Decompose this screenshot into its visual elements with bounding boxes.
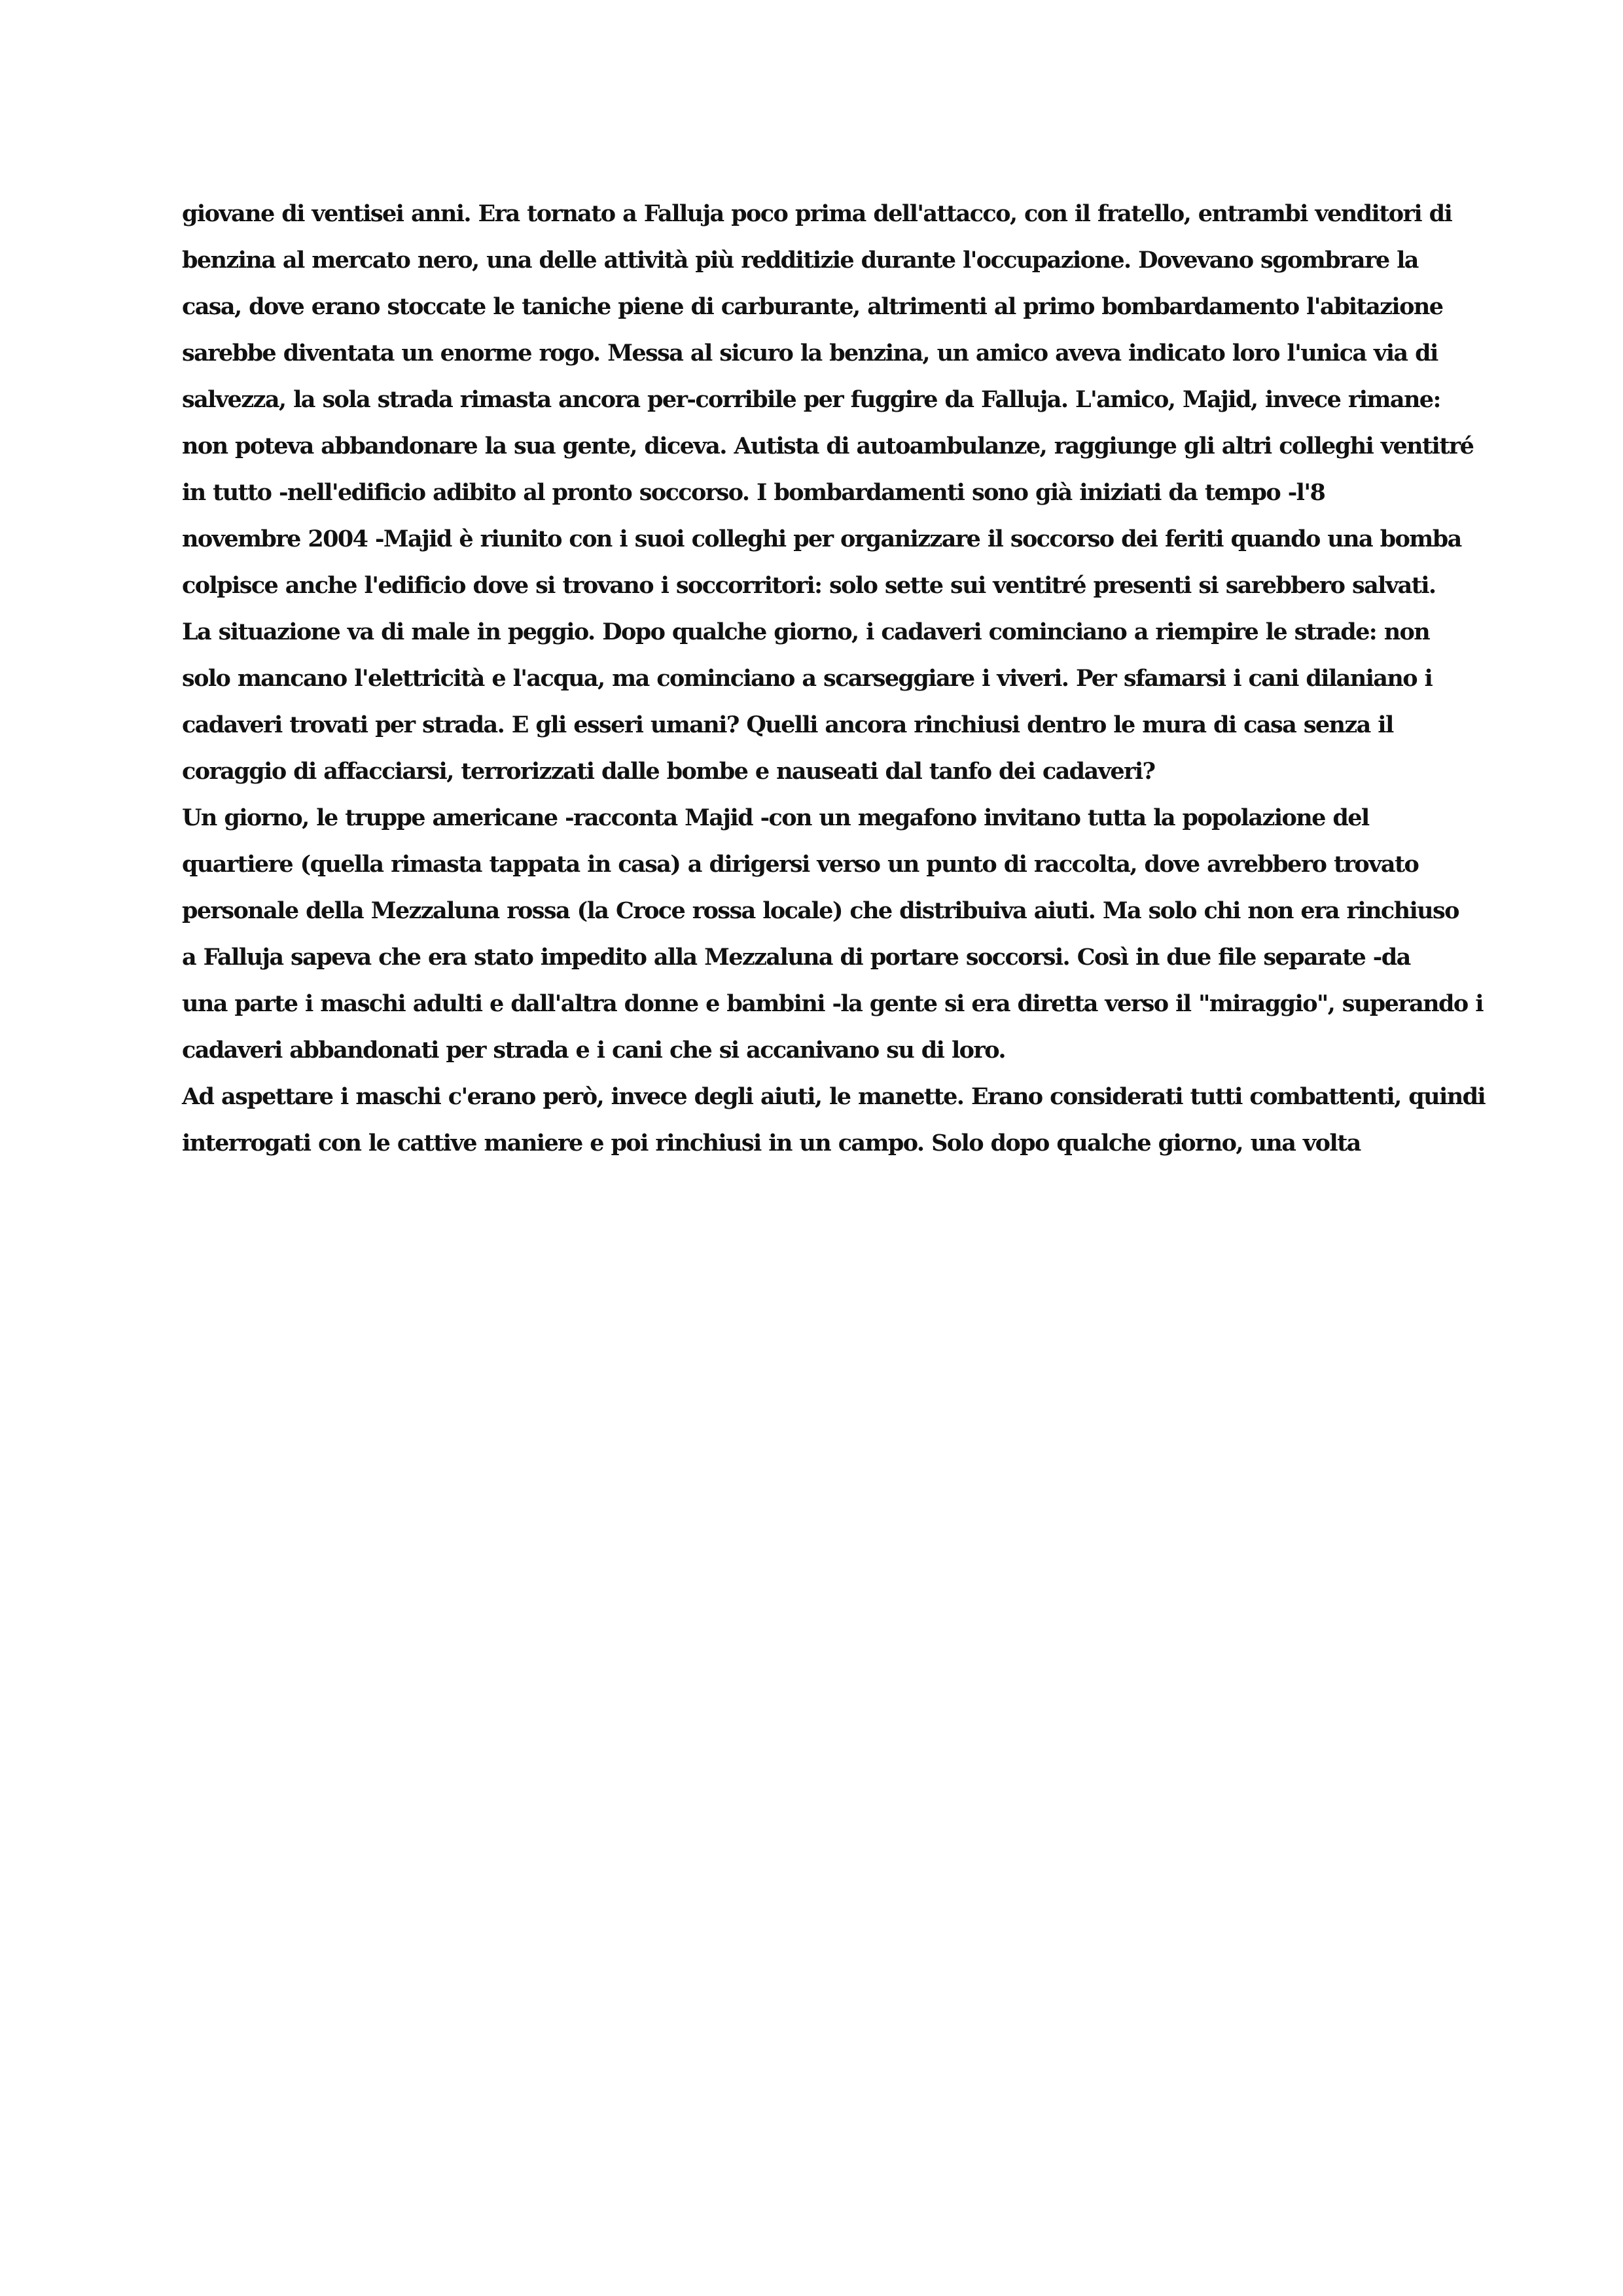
- text-line: novembre 2004 -Majid è riunito con i suoi colleghi per organizzare il soccorso dei feriti quando una bomba: [182, 526, 1461, 552]
- text-line: casa, dove erano stoccate le taniche piene di carburante, altrimenti al primo bombardamento l'abitazione: [182, 293, 1443, 320]
- text-line: in tutto -nell'edificio adibito al pronto soccorso. I bombardamenti sono già iniziati da tempo -l'8: [182, 479, 1325, 506]
- text-line: a Falluja sapeva che era stato impedito alla Mezzaluna di portare soccorsi. Così in due file separate -da: [182, 944, 1410, 971]
- text-line: sarebbe diventata un enorme rogo. Messa al sicuro la benzina, un amico aveva indicato loro l'unica via di: [182, 340, 1438, 367]
- text-line: Ad aspettare i maschi c'erano però, invece degli aiuti, le manette. Erano considerati tutti combattenti, quindi: [182, 1083, 1486, 1110]
- text-line: salvezza, la sola strada rimasta ancora per-corribile per fuggire da Falluja. L'amico, Majid, invece rimane:: [182, 386, 1440, 413]
- text-line: interrogati con le cattive maniere e poi rinchiusi in un campo. Solo dopo qualche giorno, una volta: [182, 1130, 1361, 1157]
- text-line: colpisce anche l'edificio dove si trovano i soccorritori: solo sette sui ventitré presenti si sarebbero salvati.: [182, 572, 1436, 599]
- text-line: giovane di ventisei anni. Era tornato a Falluja poco prima dell'attacco, con il fratello, entrambi venditori di: [182, 200, 1452, 227]
- text-line: Un giorno, le truppe americane -racconta Majid -con un megafono invitano tutta la popolazione del: [182, 804, 1369, 831]
- text-line: personale della Mezzaluna rossa (la Croce rossa locale) che distribuiva aiuti. Ma solo chi non era rinchiuso: [182, 897, 1459, 924]
- text-line: solo mancano l'elettricità e l'acqua, ma cominciano a scarseggiare i viveri. Per sfamarsi i cani dilaniano i: [182, 665, 1433, 692]
- text-line: benzina al mercato nero, una delle attività più redditizie durante l'occupazione. Dovevano sgombrare la: [182, 247, 1418, 274]
- text-line: coraggio di affacciarsi, terrorizzati dalle bombe e nauseati dal tanfo dei cadaveri?: [182, 758, 1155, 785]
- text-line: quartiere (quella rimasta tappata in casa) a dirigersi verso un punto di raccolta, dove avrebbero trovato: [182, 851, 1419, 878]
- text-line: cadaveri trovati per strada. E gli esseri umani? Quelli ancora rinchiusi dentro le mura di casa senza il: [182, 711, 1393, 738]
- body-text: [182, 190, 1486, 1166]
- text-line: La situazione va di male in peggio. Dopo qualche giorno, i cadaveri cominciano a riempire le strade: non: [182, 619, 1430, 645]
- text-line: non poteva abbandonare la sua gente, diceva. Autista di autoambulanze, raggiunge gli altri colleghi ventitré: [182, 433, 1474, 459]
- text-line: cadaveri abbandonati per strada e i cani che si accanivano su di loro.: [182, 1037, 1005, 1064]
- text-line: una parte i maschi adulti e dall'altra donne e bambini -la gente si era diretta verso il "miraggio", superando i: [182, 990, 1483, 1017]
